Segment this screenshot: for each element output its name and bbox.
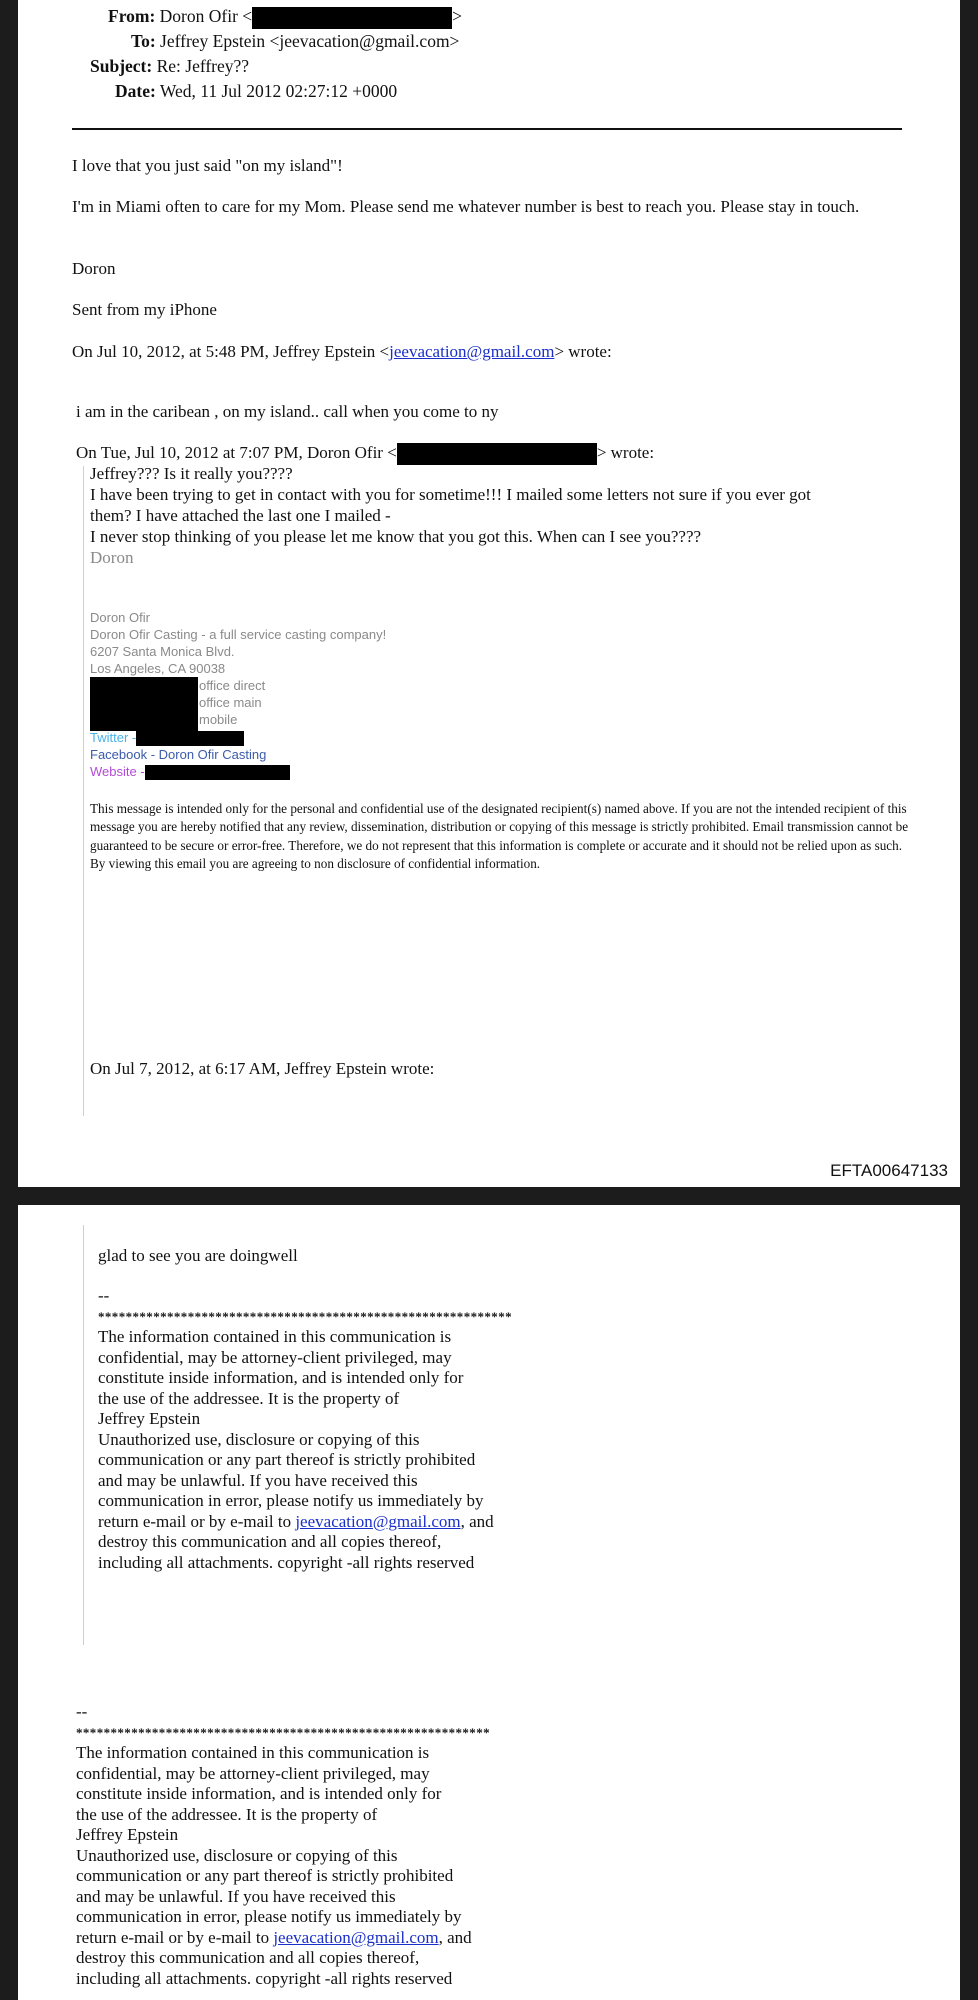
to-value: Jeffrey Epstein <jeevacation@gmail.com>	[160, 31, 460, 51]
from-label: From:	[108, 6, 156, 26]
subject-row	[90, 56, 249, 77]
notice-line: confidential, may be attorney-client privileged, may	[98, 1347, 452, 1367]
sig-office-main: office main	[199, 695, 262, 710]
redaction-box	[252, 7, 452, 29]
bates-number: EFTA00647133	[830, 1161, 948, 1180]
notice-block-1	[98, 1286, 512, 1573]
sig-website-row	[90, 763, 290, 780]
notice-line: The information contained in this communication is	[98, 1327, 452, 1346]
notice-line: and may be unlawful. If you have received this	[98, 1470, 418, 1490]
return-prefix: return e-mail or by e-mail to	[98, 1511, 296, 1531]
notice-destroy-line: destroy this communication and all copies thereof,	[76, 1948, 420, 1967]
notice-line: the use of the addressee. It is the property of	[98, 1388, 400, 1408]
notice-separator: --	[76, 1702, 88, 1721]
email-link[interactable]: jeevacation@gmail.com	[295, 1511, 461, 1531]
quote-signoff: Doron	[90, 548, 134, 567]
email-link[interactable]: jeevacation@gmail.com	[389, 342, 555, 361]
glad-line: glad to see you are doingwell	[98, 1246, 298, 1265]
sig-name: Doron Ofir	[90, 610, 150, 625]
body-line-miami: I'm in Miami often to care for my Mom. Please send me whatever number is best to reach you. Please stay in touch.	[72, 197, 860, 216]
notice-destroy-line: destroy this communication and all copies thereof,	[98, 1532, 442, 1551]
to-label: To:	[131, 31, 156, 51]
document-page-1	[18, 0, 960, 1187]
return-suffix: , and	[460, 1511, 494, 1531]
document-page-2	[18, 1205, 960, 2000]
notice-line: and may be unlawful. If you have received this	[76, 1886, 396, 1906]
notice-line: confidential, may be attorney-client privileged, may	[76, 1763, 430, 1783]
quote-intro-suffix: > wrote:	[554, 342, 612, 361]
notice-line: the use of the addressee. It is the property of	[76, 1804, 378, 1824]
sig-facebook-row	[90, 746, 266, 763]
facebook-link[interactable]: Facebook - Doron Ofir Casting	[90, 747, 267, 762]
email-link[interactable]: jeevacation@gmail.com	[273, 1927, 439, 1947]
notice-final-line: including all attachments. copyright -all rights reserved	[98, 1552, 475, 1572]
body-sent-from: Sent from my iPhone	[72, 300, 217, 319]
subject-label: Subject:	[90, 56, 153, 76]
body-signoff: Doron	[72, 259, 116, 278]
notice-line: Unauthorized use, disclosure or copying of this	[76, 1845, 398, 1865]
sig-twitter-row	[90, 729, 244, 746]
notice-line: Jeffrey Epstein	[76, 1825, 179, 1844]
return-prefix: return e-mail or by e-mail to	[76, 1927, 274, 1947]
notice-line: constitute inside information, and is intended only for	[76, 1784, 442, 1803]
notice-line: Jeffrey Epstein	[98, 1409, 201, 1428]
quote-intro	[72, 341, 612, 362]
quote-line-4: I never stop thinking of you please let me know that you got this. When can I see you????	[90, 527, 702, 546]
redaction-box	[90, 677, 198, 731]
from-row	[108, 6, 462, 29]
reply-intro-suffix: > wrote:	[596, 443, 655, 462]
redaction-box	[136, 731, 244, 746]
date-row	[115, 81, 397, 102]
date-label: Date:	[115, 81, 156, 101]
notice-final-line: including all attachments. copyright -all rights reserved	[76, 1968, 453, 1988]
notice-return-line	[76, 1928, 490, 1949]
redaction-box	[397, 443, 597, 465]
notice-block-2	[76, 1702, 490, 1989]
notice-return-line	[98, 1512, 512, 1533]
notice-line: communication or any part thereof is strictly prohibited	[98, 1450, 476, 1469]
header-divider	[72, 128, 902, 130]
date-value: Wed, 11 Jul 2012 02:27:12 +0000	[159, 81, 398, 101]
return-suffix: , and	[438, 1927, 472, 1947]
from-value: Doron Ofir <	[159, 6, 253, 26]
notice-line: The information contained in this communication is	[76, 1743, 430, 1762]
notice-line: communication or any part thereof is strictly prohibited	[76, 1866, 454, 1885]
confidentiality-disclaimer: This message is intended only for the personal and confidential use of the designated recipient(s) named above. If you are not the intended recipient of this message you are hereby notified that any review, dissemination, distribution or copying of this message is strictly prohibited. Email transmission cannot be guaranteed to be secure or error-free. Therefore, we do not represent that this information is complete or accurate and it should not be relied upon as such. By viewing this email you are agreeing to non disclosure of confidential information.	[90, 801, 909, 872]
twitter-link[interactable]: Twitter -	[90, 730, 137, 745]
body-line-island: I love that you just said "on my island"!	[72, 156, 343, 175]
website-link[interactable]: Website -	[90, 764, 145, 779]
quote-line-2: I have been trying to get in contact with you for sometime!!! I mailed some letters not sure if you ever got	[90, 485, 811, 504]
notice-line: constitute inside information, and is intended only for	[98, 1368, 464, 1387]
notice-line: Unauthorized use, disclosure or copying of this	[98, 1429, 420, 1449]
reply-intro	[76, 442, 654, 465]
quote-line-1: Jeffrey??? Is it really you????	[90, 464, 293, 483]
from-suffix: >	[452, 6, 463, 26]
notice-separator: --	[98, 1286, 110, 1305]
redaction-box	[145, 765, 290, 780]
reply-text: i am in the caribean , on my island.. call when you come to ny	[76, 402, 499, 421]
quote-intro-prefix: On Jul 10, 2012, at 5:48 PM, Jeffrey Epstein <	[72, 342, 390, 361]
to-row	[131, 31, 459, 52]
quote-bar	[83, 466, 84, 1116]
sig-company: Doron Ofir Casting - a full service casting company!	[90, 627, 387, 642]
notice-line: communication in error, please notify us immediately by	[76, 1907, 462, 1926]
quote-line-3: them? I have attached the last one I mailed -	[90, 506, 391, 525]
notice-line: communication in error, please notify us immediately by	[98, 1491, 484, 1510]
notice-stars: ************************************************************	[76, 1724, 490, 1740]
earlier-message-intro: On Jul 7, 2012, at 6:17 AM, Jeffrey Epstein wrote:	[90, 1059, 435, 1078]
sig-address-2: Los Angeles, CA 90038	[90, 661, 226, 676]
quote-bar	[83, 1225, 84, 1645]
notice-stars: ************************************************************	[98, 1308, 512, 1324]
sig-office-direct: office direct	[199, 678, 266, 693]
subject-value: Re: Jeffrey??	[156, 56, 250, 76]
reply-intro-prefix: On Tue, Jul 10, 2012 at 7:07 PM, Doron Ofir <	[76, 443, 397, 462]
sig-address-1: 6207 Santa Monica Blvd.	[90, 644, 235, 659]
sig-mobile: mobile	[199, 712, 238, 727]
